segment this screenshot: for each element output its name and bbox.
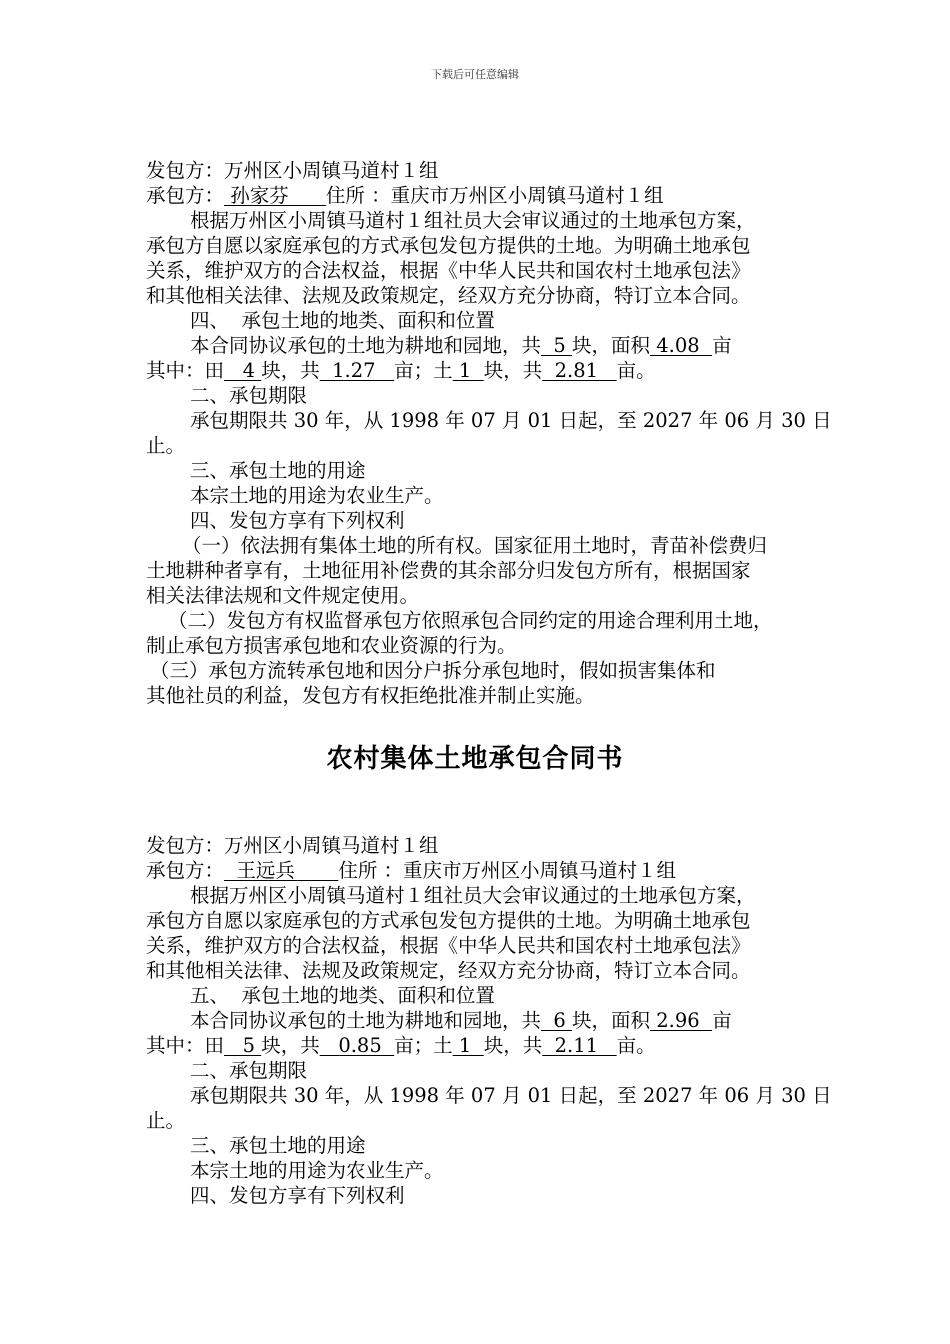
total-blocks-value: 5 (541, 334, 573, 357)
right-item-3: （三）承包方流转承包地和因分户拆分承包地时，假如损害集体和 (150, 659, 716, 682)
contractor-label: 承包方： (146, 859, 225, 882)
section-heading-term: 二、承包期限 (190, 384, 308, 407)
section-heading-land: 四、 承包土地的地类、面积和位置 (190, 309, 495, 332)
land-text: 块，面积 (572, 334, 651, 357)
land-line-1 (146, 333, 866, 358)
intro-paragraph: 关系，维护双方的合法权益，根据《中华人民共和国农村土地承包法》 (146, 259, 751, 282)
intro-paragraph: 根据万州区小周镇马道村１组社员大会审议通过的土地承包方案， (190, 884, 756, 907)
contractor-address: 住所 ：重庆市万州区小周镇马道村１组 (338, 859, 677, 882)
total-area-value: 4.08 (650, 334, 713, 357)
soil-blocks-value: 1 (452, 1034, 484, 1057)
land-text: 本合同协议承包的土地为耕地和园地，共 (190, 334, 542, 357)
soil-area-value: 2.81 (542, 359, 617, 382)
intro-paragraph: 和其他相关法律、法规及政策规定，经双方充分协商，特订立本合同。 (146, 284, 751, 307)
contract-section-1 (146, 158, 866, 708)
land-text: 块，共 (261, 1034, 320, 1057)
land-text: 块，共 (261, 359, 320, 382)
right-item-2: （二）发包方有权监督承包方依照承包合同约定的用途合理利用土地， (168, 609, 773, 632)
section-heading-rights: 四、发包方享有下列权利 (190, 1184, 405, 1207)
total-area-value: 2.96 (650, 1009, 713, 1032)
contractor-line (146, 858, 866, 883)
field-blocks-value: 5 (224, 1034, 262, 1057)
intro-paragraph: 关系，维护双方的合法权益，根据《中华人民共和国农村土地承包法》 (146, 934, 751, 957)
intro-paragraph: 和其他相关法律、法规及政策规定，经双方充分协商，特订立本合同。 (146, 959, 751, 982)
right-item-1: 相关法律法规和文件规定使用。 (146, 584, 420, 607)
use-line: 本宗土地的用途为农业生产。 (190, 484, 444, 507)
land-text: 块，面积 (572, 1009, 651, 1032)
land-line-1 (146, 1008, 866, 1033)
section-heading-use: 三、承包土地的用途 (190, 1134, 366, 1157)
land-text: 亩 (712, 334, 732, 357)
intro-paragraph: 承包方自愿以家庭承包的方式承包发包方提供的土地。为明确土地承包 (146, 909, 751, 932)
land-text: 块，共 (483, 359, 543, 382)
land-text: 其中：田 (146, 1034, 225, 1057)
contractor-label: 承包方： (146, 184, 225, 207)
field-area-value: 1.27 (319, 359, 395, 382)
land-text: 亩 (712, 1009, 732, 1032)
section-heading-use: 三、承包土地的用途 (190, 459, 366, 482)
contractor-name: 孙家芬 (224, 184, 326, 207)
contractor-line (146, 183, 866, 208)
land-text: 亩；土 (394, 1034, 453, 1057)
land-line-2 (146, 1033, 866, 1058)
section-heading-rights: 四、发包方享有下列权利 (190, 509, 405, 532)
use-line: 本宗土地的用途为农业生产。 (190, 1159, 444, 1182)
section-heading-term: 二、承包期限 (190, 1059, 308, 1082)
right-item-3: 其他社员的利益，发包方有权拒绝批准并制止实施。 (146, 684, 595, 707)
document-title: 农村集体土地承包合同书 (326, 744, 624, 774)
contractor-address: 住所 ：重庆市万州区小周镇马道村１组 (325, 184, 664, 207)
soil-area-value: 2.11 (542, 1034, 617, 1057)
right-item-1: （一）依法拥有集体土地的所有权。国家征用土地时，青苗补偿费归 (182, 534, 768, 557)
employer-line: 发包方：万州区小周镇马道村１组 (146, 834, 439, 857)
right-item-1: 土地耕种者享有，土地征用补偿费的其余部分归发包方所有，根据国家 (146, 559, 751, 582)
land-text: 本合同协议承包的土地为耕地和园地，共 (190, 1009, 542, 1032)
total-blocks-value: 6 (541, 1009, 573, 1032)
right-item-2: 制止承包方损害承包地和农业资源的行为。 (146, 634, 517, 657)
intro-paragraph: 承包方自愿以家庭承包的方式承包发包方提供的土地。为明确土地承包 (146, 234, 751, 257)
land-text: 亩；土 (394, 359, 453, 382)
land-text: 亩。 (616, 1034, 656, 1057)
land-text: 其中：田 (146, 359, 225, 382)
soil-blocks-value: 1 (452, 359, 484, 382)
land-text: 亩。 (616, 359, 656, 382)
field-area-value: 0.85 (319, 1034, 395, 1057)
term-line: 止。 (146, 1109, 186, 1132)
section-heading-land: 五、 承包土地的地类、面积和位置 (190, 984, 495, 1007)
land-line-2 (146, 358, 866, 383)
term-line: 承包期限共 30 年，从 1998 年 07 月 01 日起，至 2027 年 06 月 30 日 (190, 1084, 832, 1107)
field-blocks-value: 4 (224, 359, 262, 382)
term-line: 止。 (146, 434, 186, 457)
land-text: 块，共 (483, 1034, 543, 1057)
intro-paragraph: 根据万州区小周镇马道村１组社员大会审议通过的土地承包方案， (190, 209, 756, 232)
employer-line: 发包方：万州区小周镇马道村１组 (146, 159, 439, 182)
term-line: 承包期限共 30 年，从 1998 年 07 月 01 日起，至 2027 年 06 月 30 日 (190, 409, 832, 432)
contract-section-2 (146, 833, 866, 1208)
header-note: 下载后可任意编辑 (431, 68, 519, 81)
contractor-name: 王远兵 (224, 859, 339, 882)
